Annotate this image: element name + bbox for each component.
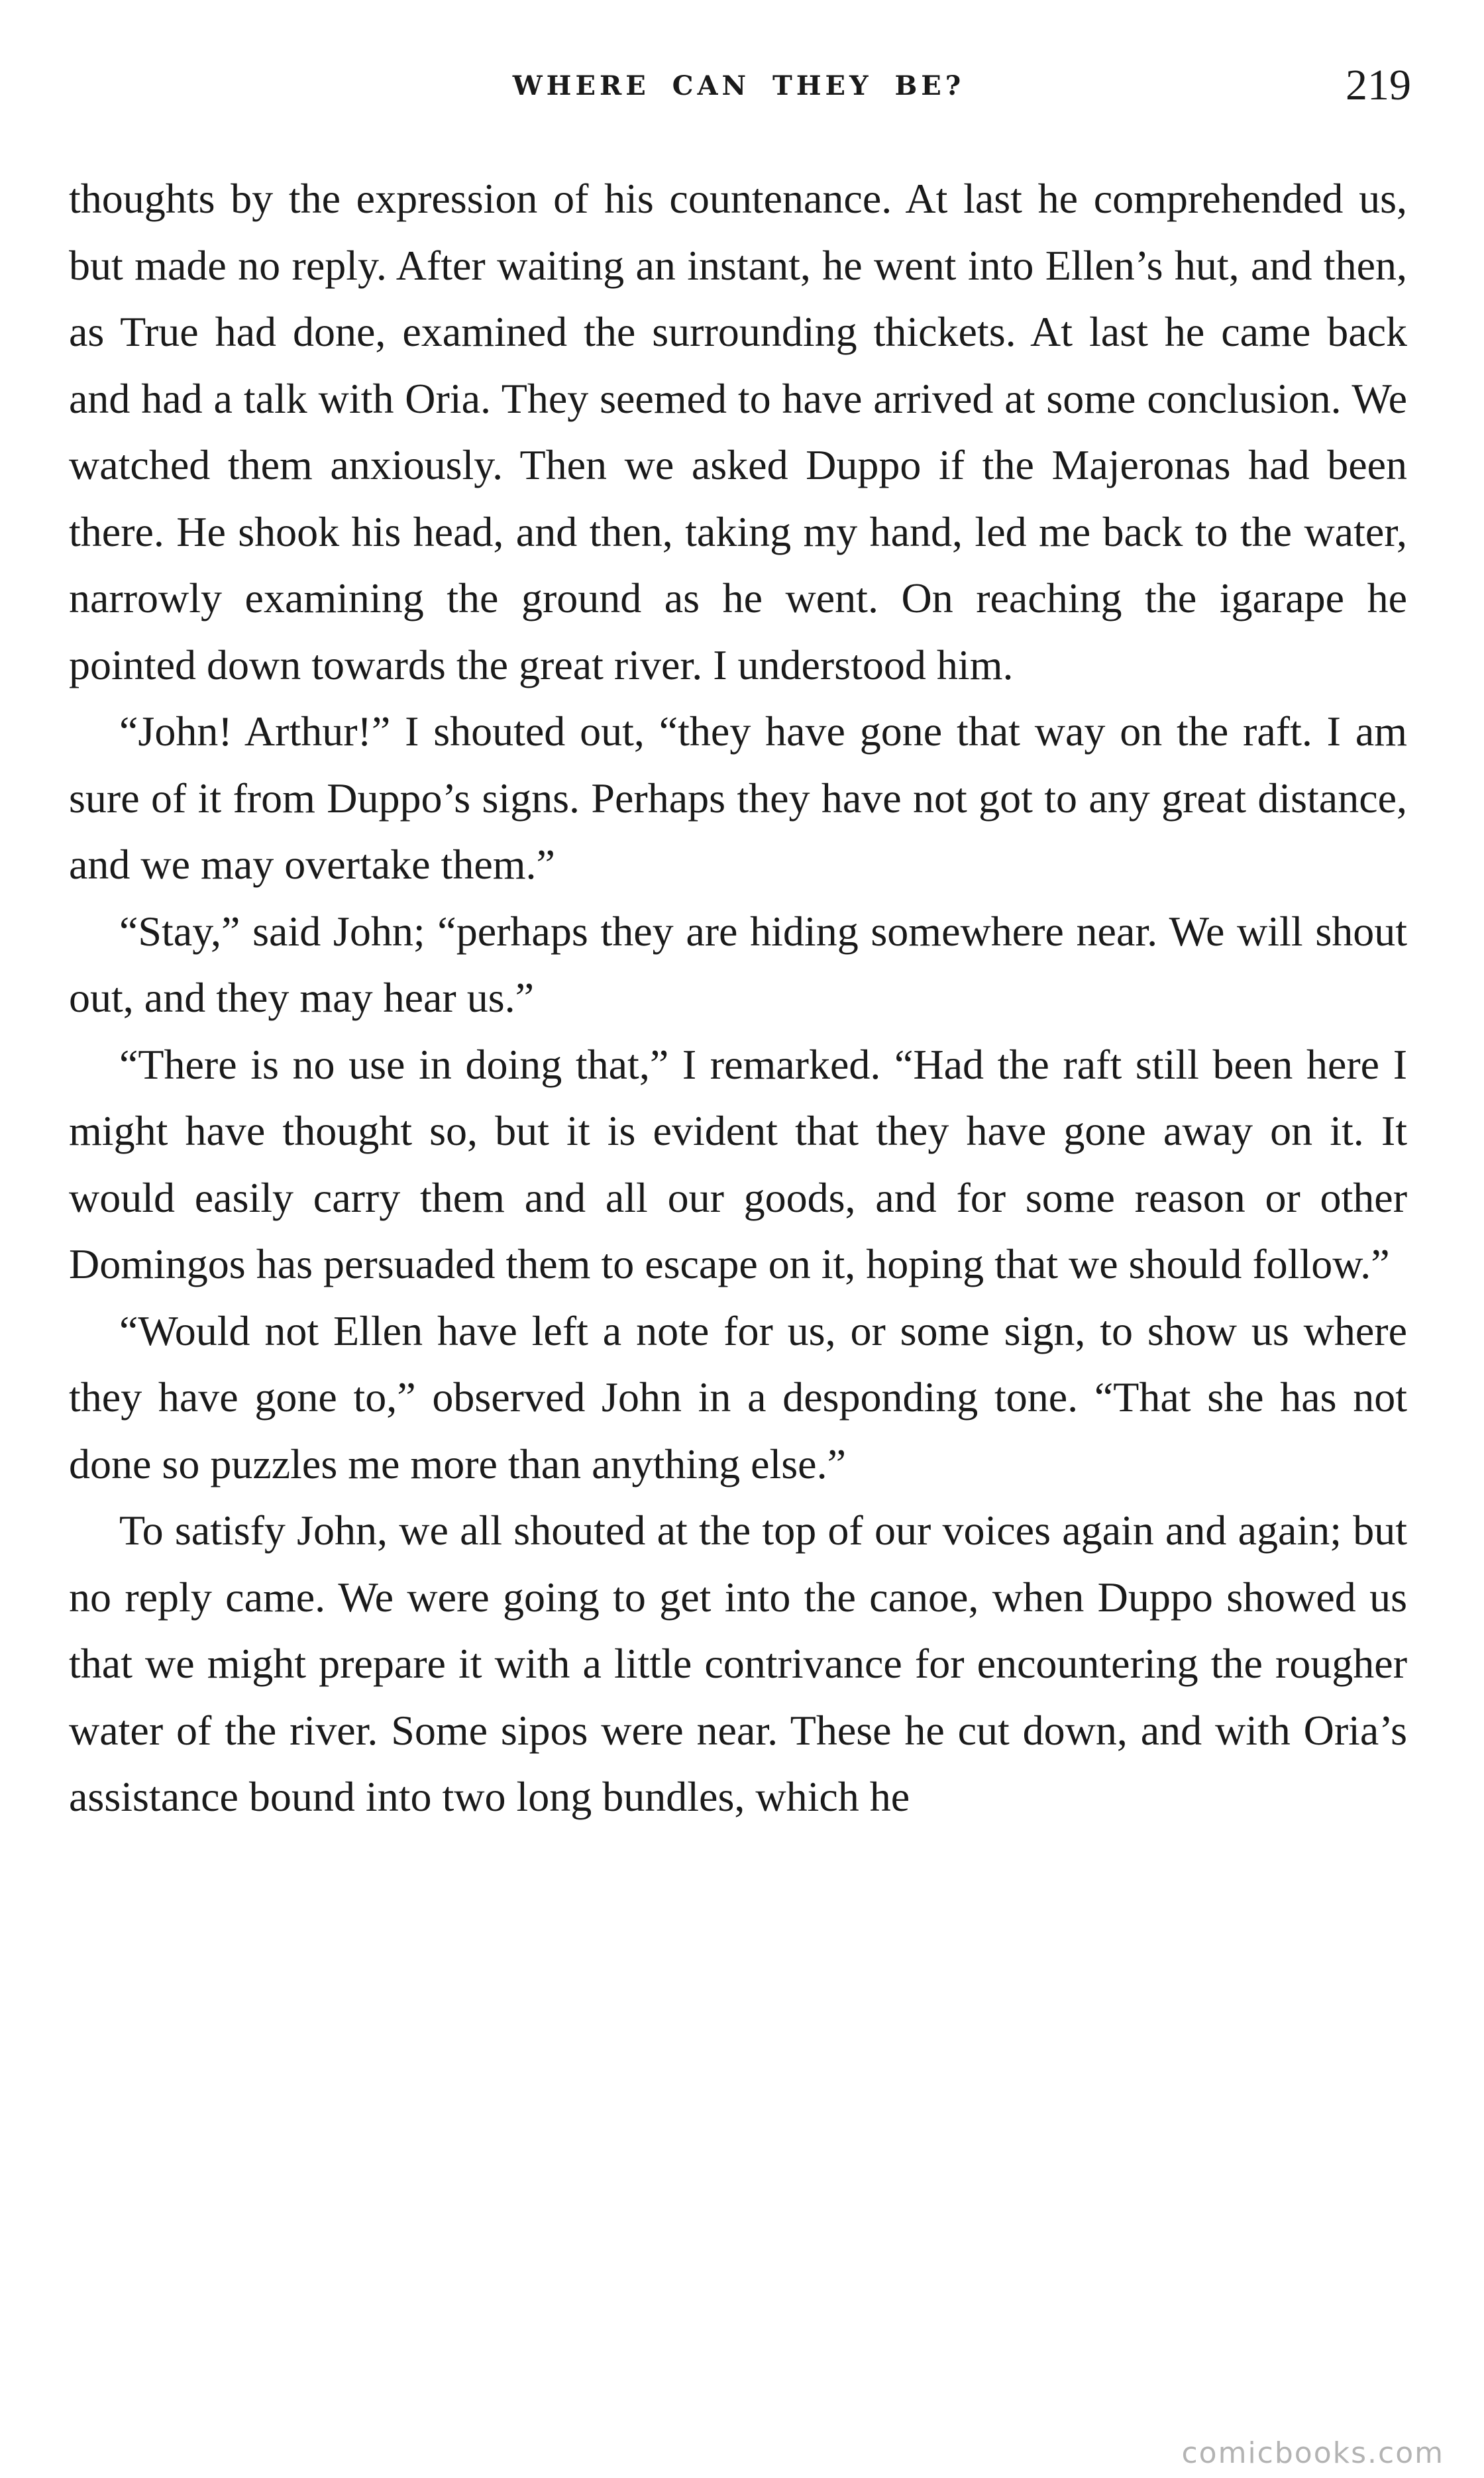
watermark: comicbooks.com — [1181, 2436, 1444, 2470]
paragraph: “John! Arthur!” I shouted out, “they have gone that way on the raft. I am sure of it from Duppo’s signs. Perhaps they have not got to any great distance, and we may overtake them.” — [69, 708, 1407, 888]
paragraph: To satisfy John, we all shouted at the top of our voices again and again; but no reply came. We were going to get into the canoe, when Duppo showed us that we might prepare it with a little contrivance for encountering the rougher water of the river. Some sipos were near. These he cut down, and with Oria’s assistance bound into two long bundles, which he — [69, 1507, 1407, 1820]
body-text — [69, 166, 1407, 1831]
running-title: WHERE CAN THEY BE? — [512, 70, 965, 101]
page-number: 219 — [1346, 61, 1411, 109]
paragraph: “Would not Ellen have left a note for us, or some sign, to show us where they have gone to,” observed John in a desponding tone. “That she has not done so puzzles me more than anything else.” — [69, 1307, 1407, 1487]
paragraph: “Stay,” said John; “perhaps they are hiding somewhere near. We will shout out, and they may hear us.” — [69, 907, 1407, 1021]
paragraph: “There is no use in doing that,” I remarked. “Had the raft still been here I might have thought so, but it is evident that they have gone away on it. It would easily carry them and all our goods, and for some reason or other Domingos has persuaded them to escape on it, hoping that we should follow.” — [69, 1040, 1407, 1287]
paragraph: thoughts by the expression of his countenance. At last he comprehended us, but made no reply. After waiting an instant, he went into Ellen’s hut, and then, as True had done, examined the surrounding thickets. At last he came back and had a talk with Oria. They seemed to have arrived at some conclusion. We watched them anxiously. Then we asked Duppo if the Majeronas had been there. He shook his head, and then, taking my hand, led me back to the water, narrowly examining the ground as he went. On reaching the igarape he pointed down towards the great river. I understood him. — [69, 175, 1407, 688]
running-header — [66, 61, 1411, 130]
